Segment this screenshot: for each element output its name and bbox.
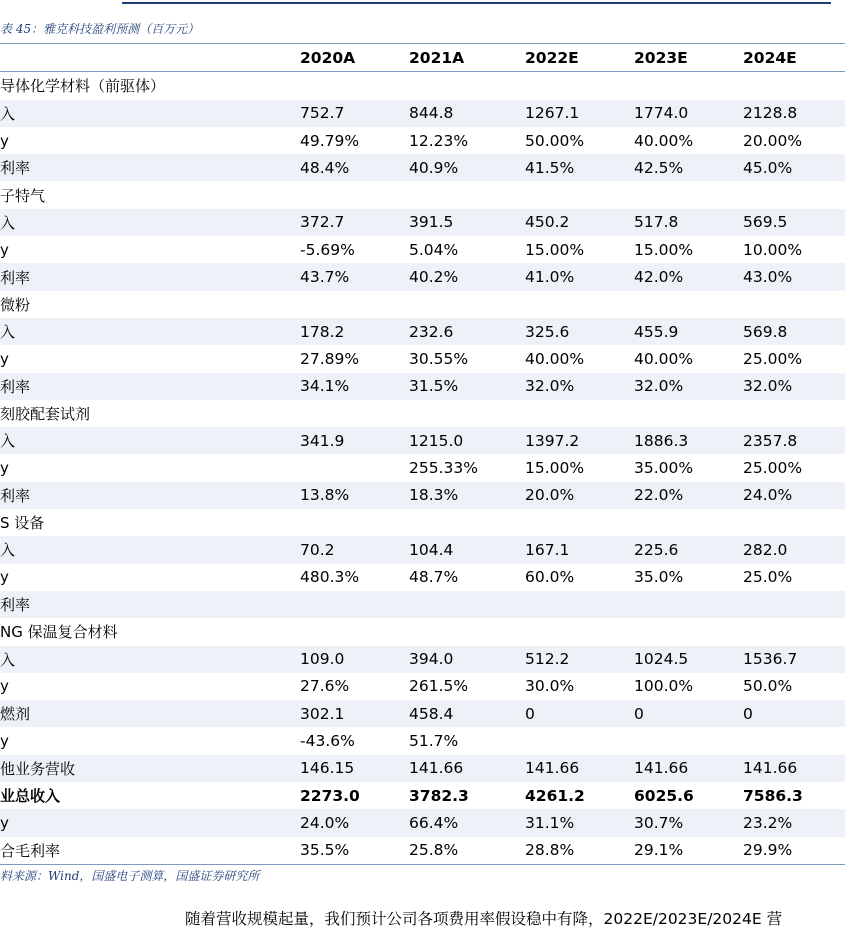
table-row xyxy=(0,591,845,618)
table-cell: 517.8 xyxy=(634,209,743,236)
row-label: 入 xyxy=(0,100,300,127)
table-cell xyxy=(300,591,409,618)
table-cell: 178.2 xyxy=(300,318,409,345)
table-cell: 40.2% xyxy=(409,263,525,290)
table-cell: 30.7% xyxy=(634,809,743,836)
row-label: 利率 xyxy=(0,154,300,181)
forecast-table-container xyxy=(0,43,845,865)
row-label: y xyxy=(0,677,9,696)
table-cell xyxy=(743,618,845,645)
table-row xyxy=(0,536,845,563)
table-cell: 18.3% xyxy=(409,482,525,509)
table-cell: 255.33% xyxy=(409,459,478,478)
table-cell: 450.2 xyxy=(525,209,634,236)
table-cell: 141.66 xyxy=(525,755,634,782)
table-cell xyxy=(743,72,845,100)
table-cell: 100.0% xyxy=(634,677,694,696)
table-cell: 40.00% xyxy=(634,349,694,368)
table-cell xyxy=(634,618,743,645)
table-row xyxy=(0,482,845,509)
table-cell: 0 xyxy=(743,700,845,727)
row-label: 入 xyxy=(0,427,300,454)
table-cell: 6025.6 xyxy=(634,786,694,805)
table-cell: 29.1% xyxy=(634,837,743,865)
row-label: 利率 xyxy=(0,263,300,290)
table-cell: 341.9 xyxy=(300,427,409,454)
table-cell: 372.7 xyxy=(300,209,409,236)
table-cell xyxy=(525,591,634,618)
table-cell: 569.5 xyxy=(743,209,845,236)
table-cell xyxy=(634,727,743,754)
table-cell: 23.2% xyxy=(743,809,845,836)
table-cell: 261.5% xyxy=(409,677,469,696)
table-cell xyxy=(634,509,743,536)
table-cell: 20.00% xyxy=(743,131,803,150)
table-cell: 141.66 xyxy=(634,755,743,782)
row-label: y xyxy=(0,459,9,478)
table-cell: 43.7% xyxy=(300,263,409,290)
table-cell: 455.9 xyxy=(634,318,743,345)
table-cell: 70.2 xyxy=(300,536,409,563)
table-cell xyxy=(409,618,525,645)
table-cell: 28.8% xyxy=(525,837,634,865)
table-cell: 41.5% xyxy=(525,154,634,181)
table-cell: 1886.3 xyxy=(634,427,743,454)
row-label: 业总收入 xyxy=(0,787,61,806)
table-cell xyxy=(409,72,525,100)
table-cell xyxy=(409,400,525,427)
table-cell: 31.1% xyxy=(525,809,634,836)
table-cell: 569.8 xyxy=(743,318,845,345)
table-row xyxy=(0,263,845,290)
table-cell: 458.4 xyxy=(409,700,525,727)
table-cell: 32.0% xyxy=(634,373,743,400)
table-cell xyxy=(743,400,845,427)
table-cell: 32.0% xyxy=(743,373,845,400)
row-label: y xyxy=(0,568,9,587)
table-cell: 12.23% xyxy=(409,131,469,150)
table-cell: 1267.1 xyxy=(525,100,634,127)
table-cell: 20.0% xyxy=(525,482,634,509)
table-cell: 394.0 xyxy=(409,646,525,673)
table-cell: 0 xyxy=(634,700,743,727)
table-row xyxy=(0,209,845,236)
table-row xyxy=(0,236,845,263)
row-label: 微粉 xyxy=(0,295,31,314)
table-row xyxy=(0,727,845,754)
table-cell: 15.00% xyxy=(634,240,694,259)
table-cell: 2273.0 xyxy=(300,786,360,805)
table-cell: 1397.2 xyxy=(525,427,634,454)
table-cell xyxy=(409,291,525,318)
table-cell: 50.0% xyxy=(743,677,793,696)
table-cell: 325.6 xyxy=(525,318,634,345)
table-cell: 50.00% xyxy=(525,131,585,150)
table-row xyxy=(0,809,845,836)
row-label: S 设备 xyxy=(0,514,45,533)
table-row xyxy=(0,427,845,454)
table-cell: 42.5% xyxy=(634,154,743,181)
row-label: 导体化学材料（前驱体） xyxy=(0,77,166,96)
source-note: 料来源：Wind，国盛电子测算，国盛证券研究所 xyxy=(0,869,260,883)
row-label: 合毛利率 xyxy=(0,837,300,865)
table-cell: 109.0 xyxy=(300,646,409,673)
row-label: 他业务营收 xyxy=(0,755,300,782)
table-row xyxy=(0,72,845,100)
table-cell: -5.69% xyxy=(300,240,355,259)
table-cell xyxy=(743,509,845,536)
table-cell: 232.6 xyxy=(409,318,525,345)
table-cell: 40.00% xyxy=(634,131,694,150)
table-cell: 7586.3 xyxy=(743,786,803,805)
table-cell: 10.00% xyxy=(743,240,803,259)
row-label: y xyxy=(0,131,9,150)
table-cell xyxy=(634,291,743,318)
table-cell: 29.9% xyxy=(743,837,845,865)
table-row xyxy=(0,755,845,782)
table-cell: 15.00% xyxy=(525,459,585,478)
row-label: y xyxy=(0,240,9,259)
table-cell: 512.2 xyxy=(525,646,634,673)
table-cell: 24.0% xyxy=(743,482,845,509)
table-cell xyxy=(300,291,409,318)
table-cell: 48.7% xyxy=(409,568,459,587)
table-cell xyxy=(525,400,634,427)
table-cell: 22.0% xyxy=(634,482,743,509)
earnings-forecast-table xyxy=(0,43,845,865)
table-cell xyxy=(525,618,634,645)
table-cell: 34.1% xyxy=(300,373,409,400)
row-label: y xyxy=(0,809,300,836)
table-row xyxy=(0,618,845,645)
table-row xyxy=(0,100,845,127)
table-cell: 225.6 xyxy=(634,536,743,563)
table-cell: 391.5 xyxy=(409,209,525,236)
table-cell: 66.4% xyxy=(409,809,525,836)
row-label: 利率 xyxy=(0,591,300,618)
row-label: 入 xyxy=(0,646,300,673)
table-cell xyxy=(634,400,743,427)
table-cell: 25.0% xyxy=(743,568,793,587)
table-cell xyxy=(300,509,409,536)
table-cell xyxy=(743,727,845,754)
table-cell: 27.89% xyxy=(300,349,360,368)
table-row xyxy=(0,673,845,700)
table-cell: 60.0% xyxy=(525,568,575,587)
table-cell: 48.4% xyxy=(300,154,409,181)
table-cell: 32.0% xyxy=(525,373,634,400)
table-cell xyxy=(525,72,634,100)
table-cell: 13.8% xyxy=(300,482,409,509)
header-cell: 2022E xyxy=(525,44,634,72)
table-cell xyxy=(300,454,409,481)
row-label: 利率 xyxy=(0,482,300,509)
table-cell: 43.0% xyxy=(743,263,845,290)
table-cell: 40.9% xyxy=(409,154,525,181)
table-cell: 2357.8 xyxy=(743,427,845,454)
table-cell: 1024.5 xyxy=(634,646,743,673)
table-cell: 2128.8 xyxy=(743,100,845,127)
table-cell: 35.0% xyxy=(634,568,684,587)
table-row xyxy=(0,837,845,865)
table-cell: 49.79% xyxy=(300,131,360,150)
table-cell: 25.00% xyxy=(743,459,803,478)
table-cell xyxy=(634,72,743,100)
table-cell xyxy=(300,181,409,208)
table-row xyxy=(0,509,845,536)
header-cell xyxy=(0,44,300,72)
table-row xyxy=(0,291,845,318)
row-label: 入 xyxy=(0,318,300,345)
table-cell: 30.0% xyxy=(525,677,575,696)
table-cell: 31.5% xyxy=(409,373,525,400)
table-cell: 146.15 xyxy=(300,755,409,782)
table-cell: 1536.7 xyxy=(743,646,845,673)
table-cell: 1774.0 xyxy=(634,100,743,127)
row-label: y xyxy=(0,732,9,751)
table-header-row xyxy=(0,44,845,72)
table-cell xyxy=(525,509,634,536)
table-row xyxy=(0,400,845,427)
row-label: 子特气 xyxy=(0,186,46,205)
table-row xyxy=(0,646,845,673)
table-cell: 35.00% xyxy=(634,459,694,478)
table-cell: 104.4 xyxy=(409,536,525,563)
table-cell: 24.0% xyxy=(300,809,409,836)
table-cell: 302.1 xyxy=(300,700,409,727)
header-cell: 2024E xyxy=(743,44,845,72)
table-cell xyxy=(300,618,409,645)
table-cell xyxy=(409,591,525,618)
table-cell: 35.5% xyxy=(300,837,409,865)
table-cell: 4261.2 xyxy=(525,786,585,805)
header-cell: 2020A xyxy=(300,44,409,72)
table-row xyxy=(0,154,845,181)
row-label: 刻胶配套试剂 xyxy=(0,405,91,423)
table-row xyxy=(0,454,845,481)
table-cell xyxy=(525,727,634,754)
table-row xyxy=(0,127,845,154)
table-cell: 51.7% xyxy=(409,732,459,751)
row-label: 利率 xyxy=(0,373,300,400)
table-cell xyxy=(743,591,845,618)
table-cell: 167.1 xyxy=(525,536,634,563)
table-cell: -43.6% xyxy=(300,732,355,751)
table-cell: 15.00% xyxy=(525,240,585,259)
row-label: 入 xyxy=(0,536,300,563)
table-cell: 1215.0 xyxy=(409,427,525,454)
table-cell: 45.0% xyxy=(743,154,845,181)
table-cell: 5.04% xyxy=(409,240,459,259)
row-label: NG 保温复合材料 xyxy=(0,623,118,642)
table-cell: 25.8% xyxy=(409,837,525,865)
table-cell: 27.6% xyxy=(300,677,350,696)
top-rule xyxy=(122,2,831,4)
table-cell: 480.3% xyxy=(300,568,360,587)
table-cell: 25.00% xyxy=(743,349,803,368)
table-cell: 282.0 xyxy=(743,536,845,563)
table-caption: 表 45：雅克科技盈利预测（百万元） xyxy=(0,22,200,36)
row-label: 入 xyxy=(0,209,300,236)
table-cell xyxy=(634,591,743,618)
table-cell: 141.66 xyxy=(743,755,845,782)
table-cell: 752.7 xyxy=(300,100,409,127)
row-label: 燃剂 xyxy=(0,700,300,727)
table-cell xyxy=(525,291,634,318)
table-row xyxy=(0,318,845,345)
table-cell: 42.0% xyxy=(634,263,743,290)
table-cell: 844.8 xyxy=(409,100,525,127)
table-cell xyxy=(409,181,525,208)
table-row xyxy=(0,181,845,208)
header-cell: 2021A xyxy=(409,44,525,72)
table-cell xyxy=(300,72,409,100)
table-cell xyxy=(525,181,634,208)
table-cell xyxy=(300,400,409,427)
table-row xyxy=(0,373,845,400)
table-cell: 0 xyxy=(525,700,634,727)
table-row xyxy=(0,564,845,591)
table-cell: 40.00% xyxy=(525,349,585,368)
row-label: y xyxy=(0,349,9,368)
table-cell xyxy=(409,509,525,536)
table-cell xyxy=(743,291,845,318)
table-cell: 141.66 xyxy=(409,755,525,782)
table-cell xyxy=(634,181,743,208)
header-cell: 2023E xyxy=(634,44,743,72)
table-cell xyxy=(743,181,845,208)
table-row xyxy=(0,345,845,372)
body-paragraph: 随着营收规模起量，我们预计公司各项费用率假设稳中有降，2022E/2023E/2024E 营 xyxy=(185,910,783,928)
table-row xyxy=(0,782,845,809)
table-row xyxy=(0,700,845,727)
table-cell: 30.55% xyxy=(409,349,469,368)
table-cell: 3782.3 xyxy=(409,786,469,805)
table-cell: 41.0% xyxy=(525,263,634,290)
